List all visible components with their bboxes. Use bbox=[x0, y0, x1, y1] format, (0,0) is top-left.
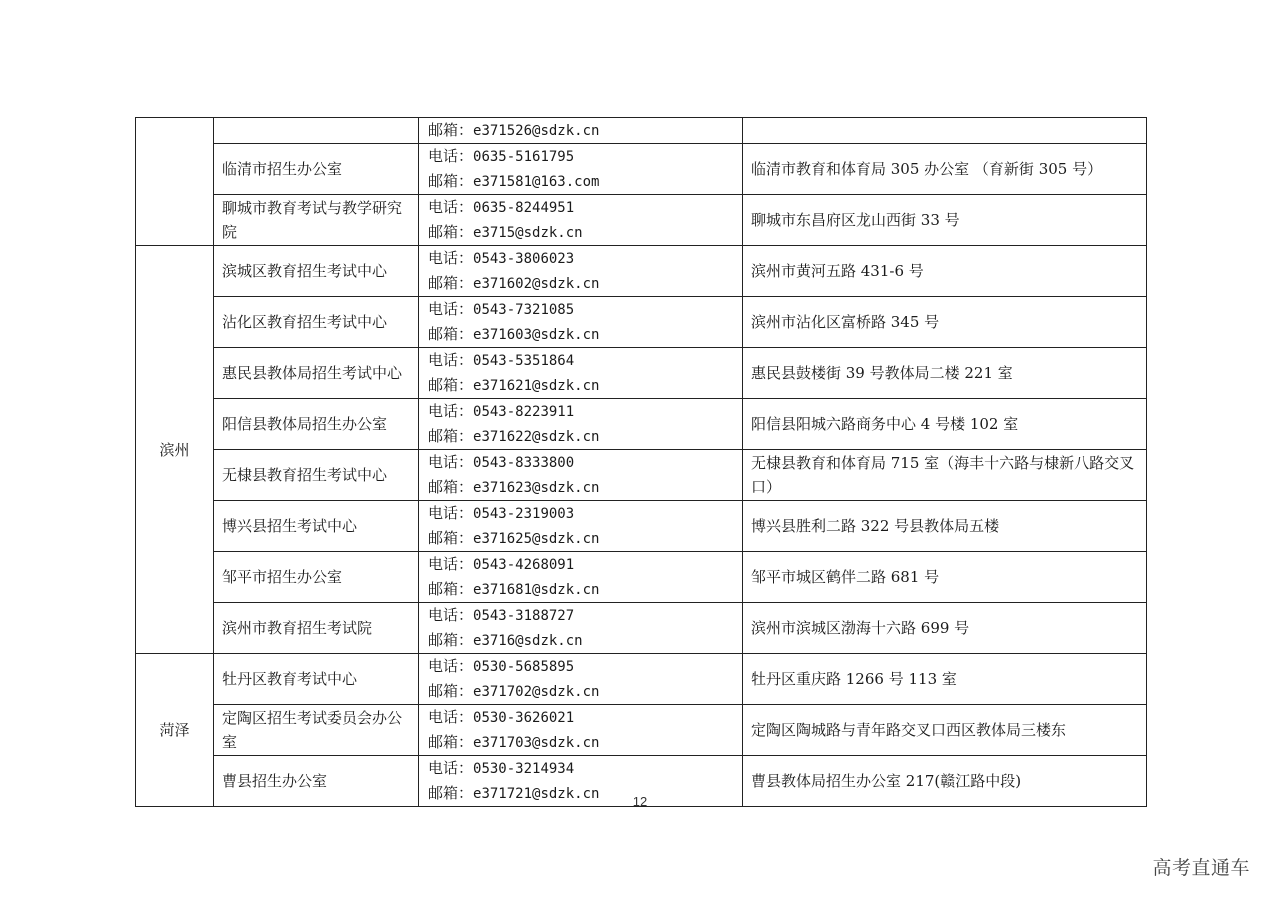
address-cell: 博兴县胜利二路 322 号县教体局五楼 bbox=[743, 501, 1147, 552]
phone-label: 电话： bbox=[428, 249, 474, 267]
contact-cell bbox=[419, 195, 743, 246]
office-cell: 邹平市招生办公室 bbox=[214, 552, 419, 603]
address-cell: 临清市教育和体育局 305 办公室 （育新街 305 号） bbox=[743, 144, 1147, 195]
contact-cell bbox=[419, 348, 743, 399]
contact-cell bbox=[419, 399, 743, 450]
email-label: 邮箱： bbox=[428, 682, 474, 700]
phone-value: 0530-3214934 bbox=[473, 761, 575, 777]
page-number: 12 bbox=[632, 794, 648, 809]
address-cell: 邹平市城区鹤伴二路 681 号 bbox=[743, 552, 1147, 603]
email-value: e3716@sdzk.cn bbox=[473, 633, 583, 649]
phone-value: 0530-5685895 bbox=[473, 659, 575, 675]
phone-value: 0635-8244951 bbox=[473, 200, 575, 216]
office-cell: 惠民县教体局招生考试中心 bbox=[214, 348, 419, 399]
phone-label: 电话： bbox=[428, 300, 474, 318]
contact-cell bbox=[419, 144, 743, 195]
office-cell: 沾化区教育招生考试中心 bbox=[214, 297, 419, 348]
table-row bbox=[136, 399, 1147, 450]
email-label: 邮箱： bbox=[428, 376, 474, 394]
table-row bbox=[136, 501, 1147, 552]
contacts-table bbox=[135, 117, 1147, 807]
phone-label: 电话： bbox=[428, 453, 474, 471]
address-cell: 滨州市黄河五路 431-6 号 bbox=[743, 246, 1147, 297]
table-row bbox=[136, 297, 1147, 348]
email-label: 邮箱： bbox=[428, 580, 474, 598]
table-row bbox=[136, 552, 1147, 603]
address-cell: 滨州市滨城区渤海十六路 699 号 bbox=[743, 603, 1147, 654]
office-cell: 定陶区招生考试委员会办公室 bbox=[214, 705, 419, 756]
email-label: 邮箱： bbox=[428, 478, 474, 496]
phone-label: 电话： bbox=[428, 351, 474, 369]
phone-value: 0543-8333800 bbox=[473, 455, 575, 471]
address-cell: 聊城市东昌府区龙山西街 33 号 bbox=[743, 195, 1147, 246]
watermark: 高考直通车 bbox=[1152, 857, 1250, 879]
contact-cell bbox=[419, 603, 743, 654]
email-value: e371721@sdzk.cn bbox=[473, 786, 600, 802]
table-row bbox=[136, 195, 1147, 246]
table-row bbox=[136, 654, 1147, 705]
phone-value: 0543-7321085 bbox=[473, 302, 575, 318]
address-cell: 惠民县鼓楼街 39 号教体局二楼 221 室 bbox=[743, 348, 1147, 399]
email-value: e371621@sdzk.cn bbox=[473, 378, 600, 394]
phone-label: 电话： bbox=[428, 708, 474, 726]
phone-value: 0543-4268091 bbox=[473, 557, 575, 573]
email-value: e371681@sdzk.cn bbox=[473, 582, 600, 598]
address-cell: 定陶区陶城路与青年路交叉口西区教体局三楼东 bbox=[743, 705, 1147, 756]
phone-value: 0543-3188727 bbox=[473, 608, 575, 624]
region-cell: 滨州 bbox=[136, 246, 214, 654]
office-cell: 曹县招生办公室 bbox=[214, 756, 419, 807]
email-label: 邮箱： bbox=[428, 325, 474, 343]
table-row bbox=[136, 603, 1147, 654]
phone-value: 0543-8223911 bbox=[473, 404, 575, 420]
office-cell: 牡丹区教育考试中心 bbox=[214, 654, 419, 705]
address-cell bbox=[743, 118, 1147, 144]
email-label: 邮箱： bbox=[428, 733, 474, 751]
email-label: 邮箱： bbox=[428, 274, 474, 292]
phone-value: 0530-3626021 bbox=[473, 710, 575, 726]
phone-value: 0635-5161795 bbox=[473, 149, 575, 165]
phone-value: 0543-5351864 bbox=[473, 353, 575, 369]
email-label: 邮箱： bbox=[428, 172, 474, 190]
phone-label: 电话： bbox=[428, 198, 474, 216]
contact-cell bbox=[419, 297, 743, 348]
email-value: e371622@sdzk.cn bbox=[473, 429, 600, 445]
address-cell: 滨州市沾化区富桥路 345 号 bbox=[743, 297, 1147, 348]
email-label: 邮箱： bbox=[428, 631, 474, 649]
email-label: 邮箱： bbox=[428, 121, 474, 139]
contact-cell bbox=[419, 246, 743, 297]
office-cell: 无棣县教育招生考试中心 bbox=[214, 450, 419, 501]
table-row bbox=[136, 348, 1147, 399]
table-row bbox=[136, 144, 1147, 195]
email-value: e371603@sdzk.cn bbox=[473, 327, 600, 343]
contact-cell bbox=[419, 654, 743, 705]
table-row bbox=[136, 705, 1147, 756]
office-cell: 阳信县教体局招生办公室 bbox=[214, 399, 419, 450]
office-cell: 临清市招生办公室 bbox=[214, 144, 419, 195]
region-cell: 菏泽 bbox=[136, 654, 214, 807]
address-cell: 无棣县教育和体育局 715 室（海丰十六路与棣新八路交叉口） bbox=[743, 450, 1147, 501]
office-cell: 聊城市教育考试与教学研究院 bbox=[214, 195, 419, 246]
email-value: e371581@163.com bbox=[473, 174, 600, 190]
office-cell: 滨城区教育招生考试中心 bbox=[214, 246, 419, 297]
email-value: e371625@sdzk.cn bbox=[473, 531, 600, 547]
address-cell: 曹县教体局招生办公室 217(赣江路中段) bbox=[743, 756, 1147, 807]
email-label: 邮箱： bbox=[428, 223, 474, 241]
email-label: 邮箱： bbox=[428, 784, 474, 802]
phone-label: 电话： bbox=[428, 504, 474, 522]
email-value: e3715@sdzk.cn bbox=[473, 225, 583, 241]
address-cell: 阳信县阳城六路商务中心 4 号楼 102 室 bbox=[743, 399, 1147, 450]
table-row bbox=[136, 246, 1147, 297]
contact-cell bbox=[419, 450, 743, 501]
phone-label: 电话： bbox=[428, 555, 474, 573]
phone-label: 电话： bbox=[428, 147, 474, 165]
phone-value: 0543-3806023 bbox=[473, 251, 575, 267]
phone-value: 0543-2319003 bbox=[473, 506, 575, 522]
email-value: e371703@sdzk.cn bbox=[473, 735, 600, 751]
contact-cell bbox=[419, 501, 743, 552]
contact-cell bbox=[419, 118, 743, 144]
table-row bbox=[136, 450, 1147, 501]
office-cell: 博兴县招生考试中心 bbox=[214, 501, 419, 552]
contact-cell bbox=[419, 552, 743, 603]
contact-cell bbox=[419, 705, 743, 756]
email-value: e371526@sdzk.cn bbox=[473, 123, 600, 139]
address-cell: 牡丹区重庆路 1266 号 113 室 bbox=[743, 654, 1147, 705]
office-cell bbox=[214, 118, 419, 144]
table-row bbox=[136, 118, 1147, 144]
office-cell: 滨州市教育招生考试院 bbox=[214, 603, 419, 654]
email-value: e371702@sdzk.cn bbox=[473, 684, 600, 700]
phone-label: 电话： bbox=[428, 657, 474, 675]
email-value: e371623@sdzk.cn bbox=[473, 480, 600, 496]
email-label: 邮箱： bbox=[428, 529, 474, 547]
phone-label: 电话： bbox=[428, 606, 474, 624]
email-label: 邮箱： bbox=[428, 427, 474, 445]
phone-label: 电话： bbox=[428, 759, 474, 777]
region-cell bbox=[136, 118, 214, 246]
phone-label: 电话： bbox=[428, 402, 474, 420]
email-value: e371602@sdzk.cn bbox=[473, 276, 600, 292]
